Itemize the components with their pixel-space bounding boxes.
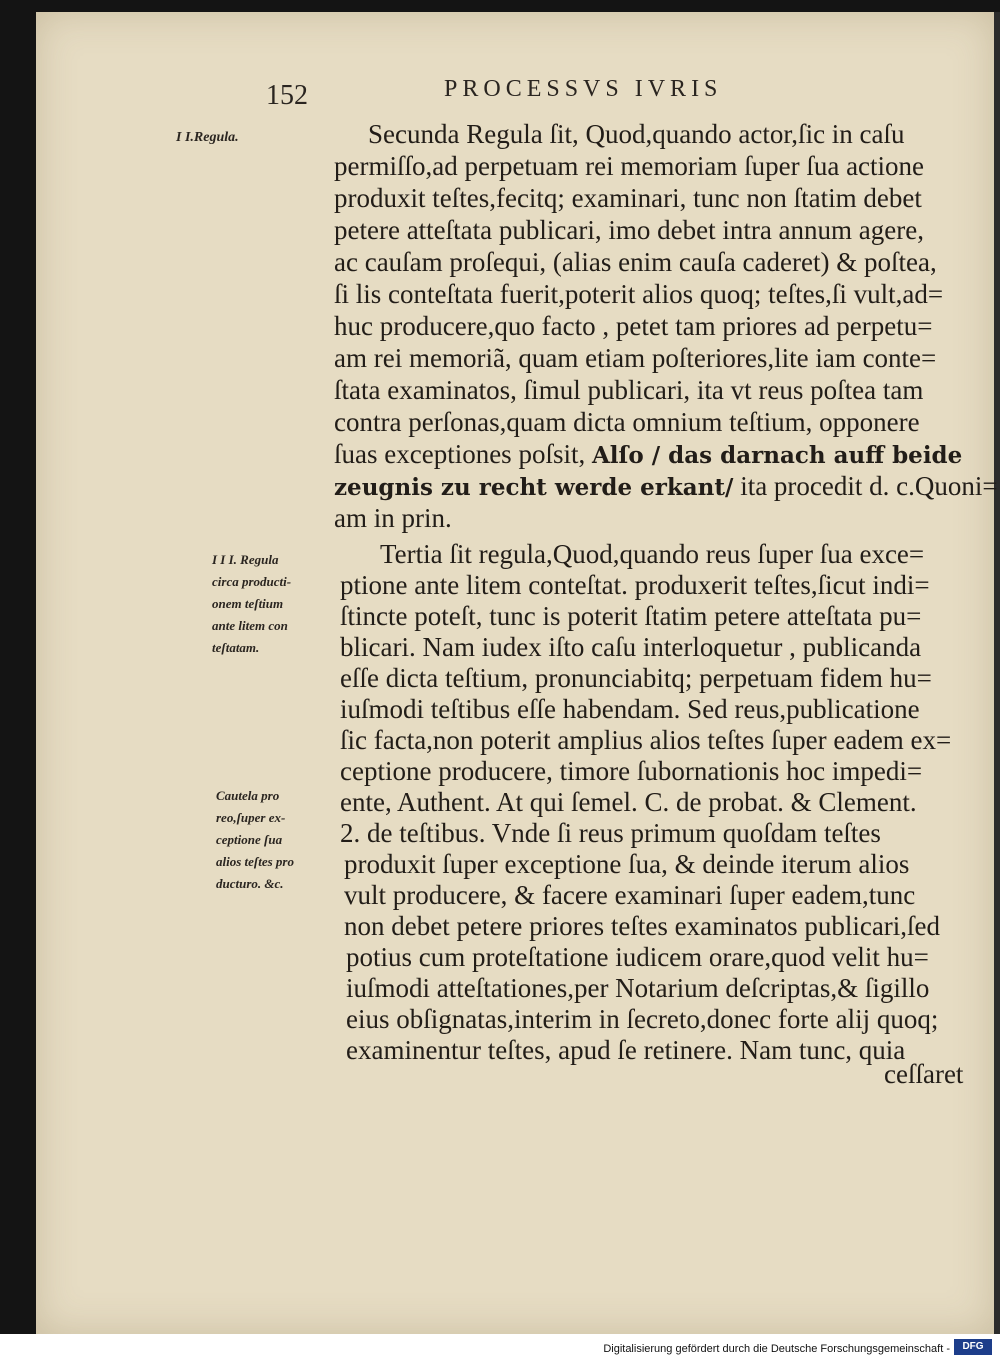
text-line: potius cum proteſtatione iudicem orare,quod velit hu= (346, 942, 929, 972)
text-line: contra perſonas,quam dicta omnium teſtium, opponere (334, 407, 920, 437)
text-line: examinentur teſtes, apud ſe retinere. Nam tunc, quia (346, 1035, 906, 1065)
text-line: huc producere,quo facto , petet tam priores ad perpetu= (334, 311, 933, 341)
margin-note: I I I. Regula (212, 552, 279, 567)
text-line (334, 438, 962, 472)
margin-note: Cautela pro (216, 788, 280, 803)
text-line: ac cauſam proſequi, (alias enim cauſa caderet) & poſtea, (334, 247, 937, 277)
latin-text: ita procedit d. c.Quoni= (740, 471, 998, 501)
text-line: ſtata examinatos, ſimul publicari, ita vt reus poſtea tam (334, 375, 924, 405)
text-line: vult producere, & facere examinari ſuper eadem,tunc (344, 880, 916, 910)
text-line: am rei memoriã, quam etiam poſteriores,lite iam conte= (334, 343, 937, 373)
text-line (334, 470, 998, 504)
text-line: produxit ſuper exceptione ſua, & deinde iterum alios (344, 849, 910, 879)
margin-note: I I.Regula. (176, 130, 239, 145)
text-line: Secunda Regula ſit, Quod,quando actor,ſic in caſu (368, 119, 905, 149)
margin-note: reo,ſuper ex- (216, 810, 286, 825)
page-edge-shadow (994, 12, 1000, 1334)
text-line: Tertia ſit regula,Quod,quando reus ſuper ſua exce= (380, 539, 925, 569)
margin-note: ducturo. &c. (216, 876, 284, 891)
text-line: blicari. Nam iudex iſto caſu interloquetur , publicanda (340, 632, 922, 662)
text-line: permiſſo,ad perpetuam rei memoriam ſuper ſua actione (334, 151, 925, 181)
catchword: ceſſaret (884, 1059, 964, 1089)
text-line: ente, Authent. At qui ſemel. C. de probat. & Clement. (340, 787, 917, 817)
text-line: iuſmodi atteſtationes,per Notarium deſcriptas,& ſigillo (346, 973, 930, 1003)
page-number: 152 (266, 80, 308, 111)
text-line: ſic facta,non poterit amplius alios teſtes ſuper eadem ex= (340, 725, 952, 755)
margin-note: teſtatam. (212, 640, 260, 655)
text-line: am in prin. (334, 503, 452, 533)
text-line: ſtincte poteſt, tunc is poterit ſtatim petere atteſtata pu= (340, 601, 922, 631)
margin-note: ante litem con (212, 618, 288, 633)
dfg-logo: DFG (954, 1339, 992, 1355)
latin-text: ſuas exceptiones poſsit, (334, 439, 586, 469)
margin-note: onem teſtium (212, 596, 284, 611)
text-line: non debet petere priores teſtes examinatos publicari,ſed (344, 911, 941, 941)
text-line: petere atteſtata publicari, imo debet intra annum agere, (334, 215, 924, 245)
text-line: iuſmodi teſtibus eſſe habendam. Sed reus,publicatione (340, 694, 920, 724)
text-line: ſi lis conteſtata fuerit,poterit alios quoq; teſtes,ſi vult,ad= (334, 279, 944, 309)
text-line: eſſe dicta teſtium, pronunciabitq; perpetuam fidem hu= (340, 663, 932, 693)
margin-note: ceptione ſua (216, 832, 283, 847)
german-blackletter-text: Alſo / das darnach auff beide (591, 442, 963, 469)
text-line: produxit teſtes,fecitq; examinari, tunc non ſtatim debet (334, 183, 922, 213)
text-line: 2. de teſtibus. Vnde ſi reus primum quoſdam teſtes (340, 818, 881, 848)
running-head: PROCESSVS IVRIS (444, 76, 723, 102)
margin-note: alios teſtes pro (216, 854, 294, 869)
text-line: ceptione producere, timore ſubornationis hoc impedi= (340, 756, 923, 786)
footer-credit-text: Digitalisierung gefördert durch die Deutsche Forschungsgemeinschaft - (603, 1343, 950, 1355)
text-line: eius obſignatas,interim in ſecreto,donec forte alij quoq; (346, 1004, 939, 1034)
text-line: ptione ante litem conteſtat. produxerit teſtes,ſicut indi= (340, 570, 930, 600)
margin-note: circa producti- (212, 574, 292, 589)
german-blackletter-text: zeugnis zu recht werde erkant/ (334, 474, 734, 501)
